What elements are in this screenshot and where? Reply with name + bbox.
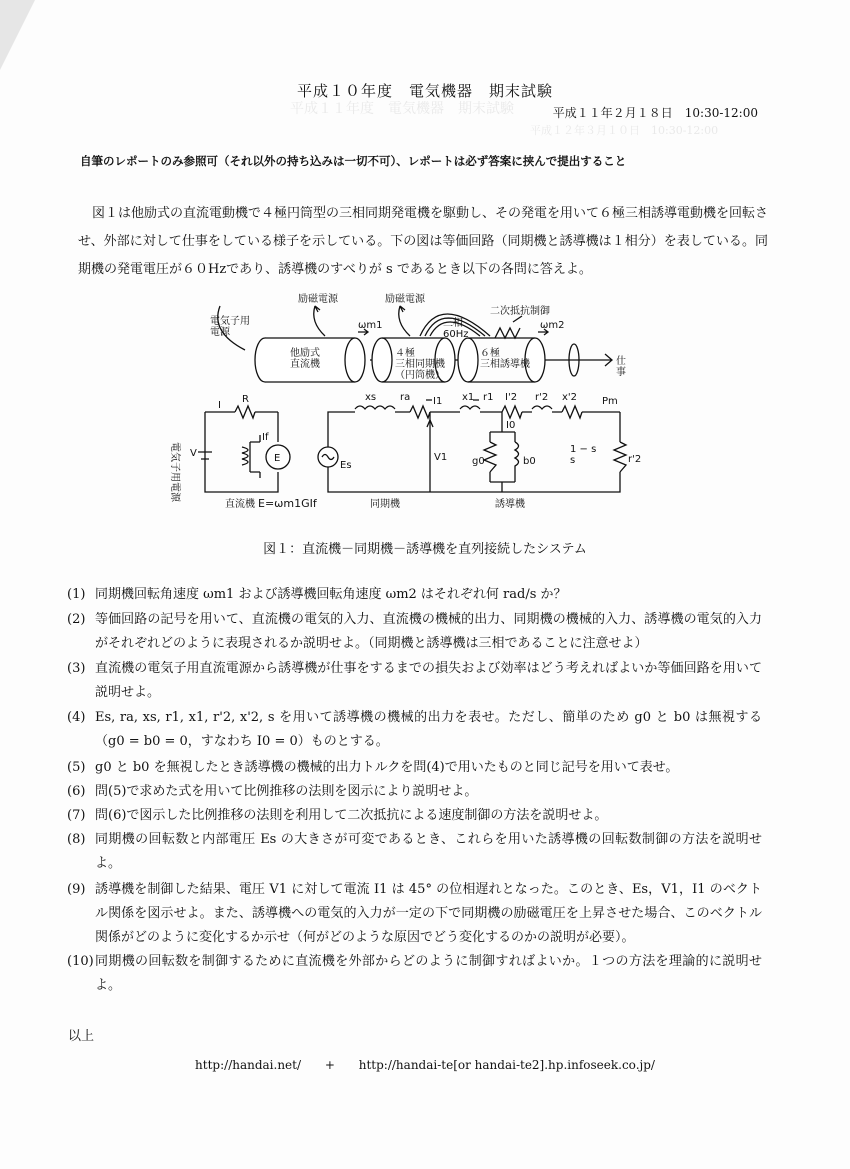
fig-x1: x1 bbox=[462, 392, 475, 403]
question-number: (5) bbox=[67, 760, 86, 775]
exam-title: 平成１０年度 電気機器 期末試験 bbox=[296, 82, 553, 100]
exam-date: 平成１１年２月１８日 10:30-12:00 bbox=[552, 106, 758, 120]
fig-omega2: ωm2 bbox=[540, 320, 565, 331]
end-mark: 以上 bbox=[68, 1029, 95, 1044]
fig-cap-dc: 直流機 bbox=[225, 499, 255, 510]
fig-Pm: Pm bbox=[602, 396, 618, 407]
fig-slip: 1 − s s bbox=[570, 444, 597, 466]
question-6 bbox=[67, 780, 762, 804]
fig-work: 仕事 bbox=[616, 356, 626, 378]
fig-V1: V1 bbox=[434, 452, 448, 463]
question-text: 同期機回転角速度 ωm1 および誘導機回転角速度 ωm2 はそれぞれ何 rad/s か？ bbox=[95, 587, 567, 602]
fig-cap-eq: E=ωm1GIf bbox=[258, 497, 317, 510]
question-number: (7) bbox=[67, 808, 86, 823]
question-9 bbox=[67, 878, 762, 950]
footer bbox=[0, 1058, 850, 1072]
bleed-through-title: 平成１１年度 電気機器 期末試験 bbox=[290, 101, 514, 117]
question-number: (3) bbox=[67, 661, 86, 676]
fig-label-dc: 他励式直流機 bbox=[290, 348, 320, 370]
fig-g0: g0 bbox=[472, 456, 485, 467]
question-text: 同期機の回転数を制御するために直流機を外部からどのように制御すればよいか。１つの方法を理論的に説明せよ。 bbox=[95, 954, 762, 993]
fig-label-field1: 励磁電源 bbox=[298, 294, 338, 305]
fig-label-field2: 励磁電源 bbox=[385, 294, 425, 305]
question-text: Es, ra, xs, r1, x1, r'2, x'2, s を用いて誘導機の機械的出力を表せ。ただし、簡単のため g0 と b0 は無視する（g0 = b0 = 0，すなわち I0 = 0）ものとする。 bbox=[95, 710, 762, 749]
fig-xs: xs bbox=[365, 392, 377, 403]
scan-corner bbox=[0, 0, 35, 70]
fig-E: E bbox=[274, 453, 281, 464]
fig-label-3ph: 三相 60Hz bbox=[443, 318, 469, 340]
question-number: (10) bbox=[67, 954, 94, 969]
footer-link-handai[interactable]: http://handai.net/ bbox=[195, 1058, 302, 1072]
fig-omega1: ωm1 bbox=[358, 320, 383, 331]
question-number: (9) bbox=[67, 882, 86, 897]
question-text: 直流機の電気子用直流電源から誘導機が仕事をするまでの損失および効率はどう考えればよいか等価回路を用いて説明せよ。 bbox=[95, 661, 762, 700]
fig-If: If bbox=[262, 432, 269, 443]
fig-ra: ra bbox=[400, 392, 411, 403]
question-4 bbox=[67, 706, 762, 754]
footer-plus: + bbox=[324, 1058, 335, 1072]
fig-label-sync: ４極三相同期機（円筒機） bbox=[395, 348, 445, 381]
question-number: (2) bbox=[67, 612, 86, 627]
question-text: 同期機の回転数と内部電圧 Es の大きさが可変であるとき、これらを用いた誘導機の回転数制御の方法を説明せよ。 bbox=[95, 832, 762, 871]
fig-r2p: r'2 bbox=[535, 392, 549, 403]
intro-paragraph: 図１は他励式の直流電動機で４極円筒型の三相同期発電機を駆動し、その発電を用いて６極三相誘導電動機を回転させ、外部に対して仕事をしている様子を示している。下の図は等価回路（同期機と誘導機は１相分）を表している。同期機の発電電圧が６０Hzであり、誘導機のすべりが s であるとき以下の各問に答えよ。 bbox=[78, 206, 769, 277]
question-number: (4) bbox=[67, 710, 86, 725]
fig-cap-sync: 同期機 bbox=[370, 499, 400, 510]
question-text: 誘導機を制御した結果、電圧 V1 に対して電流 I1 は 45° の位相遅れとなった。このとき、Es，V1，I1 のベクトル関係を図示せよ。また、誘導機への電気的入力が一定の下で同期機の励磁電圧を上昇させた場合、このベクトル関係がどのように変化するか示せ（何がどのような原因でどう変化するのかの説明が必要）。 bbox=[95, 882, 762, 945]
question-1 bbox=[67, 583, 762, 607]
question-2 bbox=[67, 608, 762, 656]
question-number: (6) bbox=[67, 784, 86, 799]
fig-Es: Es bbox=[340, 460, 352, 471]
question-text: g0 と b0 を無視したとき誘導機の機械的出力トルクを問(4)で用いたものと同じ記号を用いて表せ。 bbox=[95, 760, 679, 775]
footer-link-infoseek[interactable]: http://handai-te[or handai-te2].hp.infoseek.co.jp/ bbox=[358, 1058, 655, 1072]
fig-I0: I0 bbox=[506, 420, 516, 431]
question-number: (1) bbox=[67, 587, 86, 602]
fig-r1: r1 bbox=[483, 392, 494, 403]
question-text: 問(6)で図示した比例推移の法則を利用して二次抵抗による速度制御の方法を説明せよ。 bbox=[95, 808, 608, 823]
question-10 bbox=[67, 950, 762, 998]
fig-label-ind: ６極三相誘導機 bbox=[480, 348, 530, 370]
fig-R: R bbox=[242, 394, 249, 405]
figure-caption: 図１：直流機－同期機－誘導機を直列接続したシステム bbox=[263, 542, 587, 557]
fig-I1: I1 bbox=[433, 396, 443, 407]
fig-x2p: x'2 bbox=[562, 392, 578, 403]
question-8 bbox=[67, 828, 762, 876]
question-7 bbox=[67, 804, 762, 828]
fig-vert-supply: 電気子用電源 bbox=[169, 442, 180, 502]
fig-r2p2: r'2 bbox=[628, 454, 642, 465]
fig-label-secondary: 二次抵抗制御 bbox=[490, 306, 550, 317]
fig-I: I bbox=[218, 400, 221, 411]
system-figure bbox=[150, 292, 710, 532]
question-5 bbox=[67, 756, 762, 780]
fig-cap-ind: 誘導機 bbox=[495, 499, 525, 510]
fig-b0: b0 bbox=[523, 456, 536, 467]
question-3 bbox=[67, 657, 762, 705]
question-number: (8) bbox=[67, 832, 86, 847]
exam-notice: 自筆のレポートのみ参照可（それ以外の持ち込みは一切不可）、レポートは必ず答案に挟んで提出すること bbox=[80, 154, 627, 168]
question-text: 等価回路の記号を用いて、直流機の電気的入力、直流機の機械的出力、同期機の機械的入力、誘導機の電気的入力がそれぞれどのように表現されるか説明せよ。（同期機と誘導機は三相であることに注意せよ） bbox=[95, 612, 762, 651]
bleed-through-date: 平成１２年３月１０日 10:30-12:00 bbox=[530, 124, 719, 137]
fig-I2p: I'2 bbox=[505, 392, 518, 403]
fig-label-armature-1: 電気子用電源 bbox=[210, 316, 250, 338]
fig-V: V bbox=[190, 448, 197, 459]
question-text: 問(5)で求めた式を用いて比例推移の法則を図示により説明せよ。 bbox=[95, 784, 478, 799]
